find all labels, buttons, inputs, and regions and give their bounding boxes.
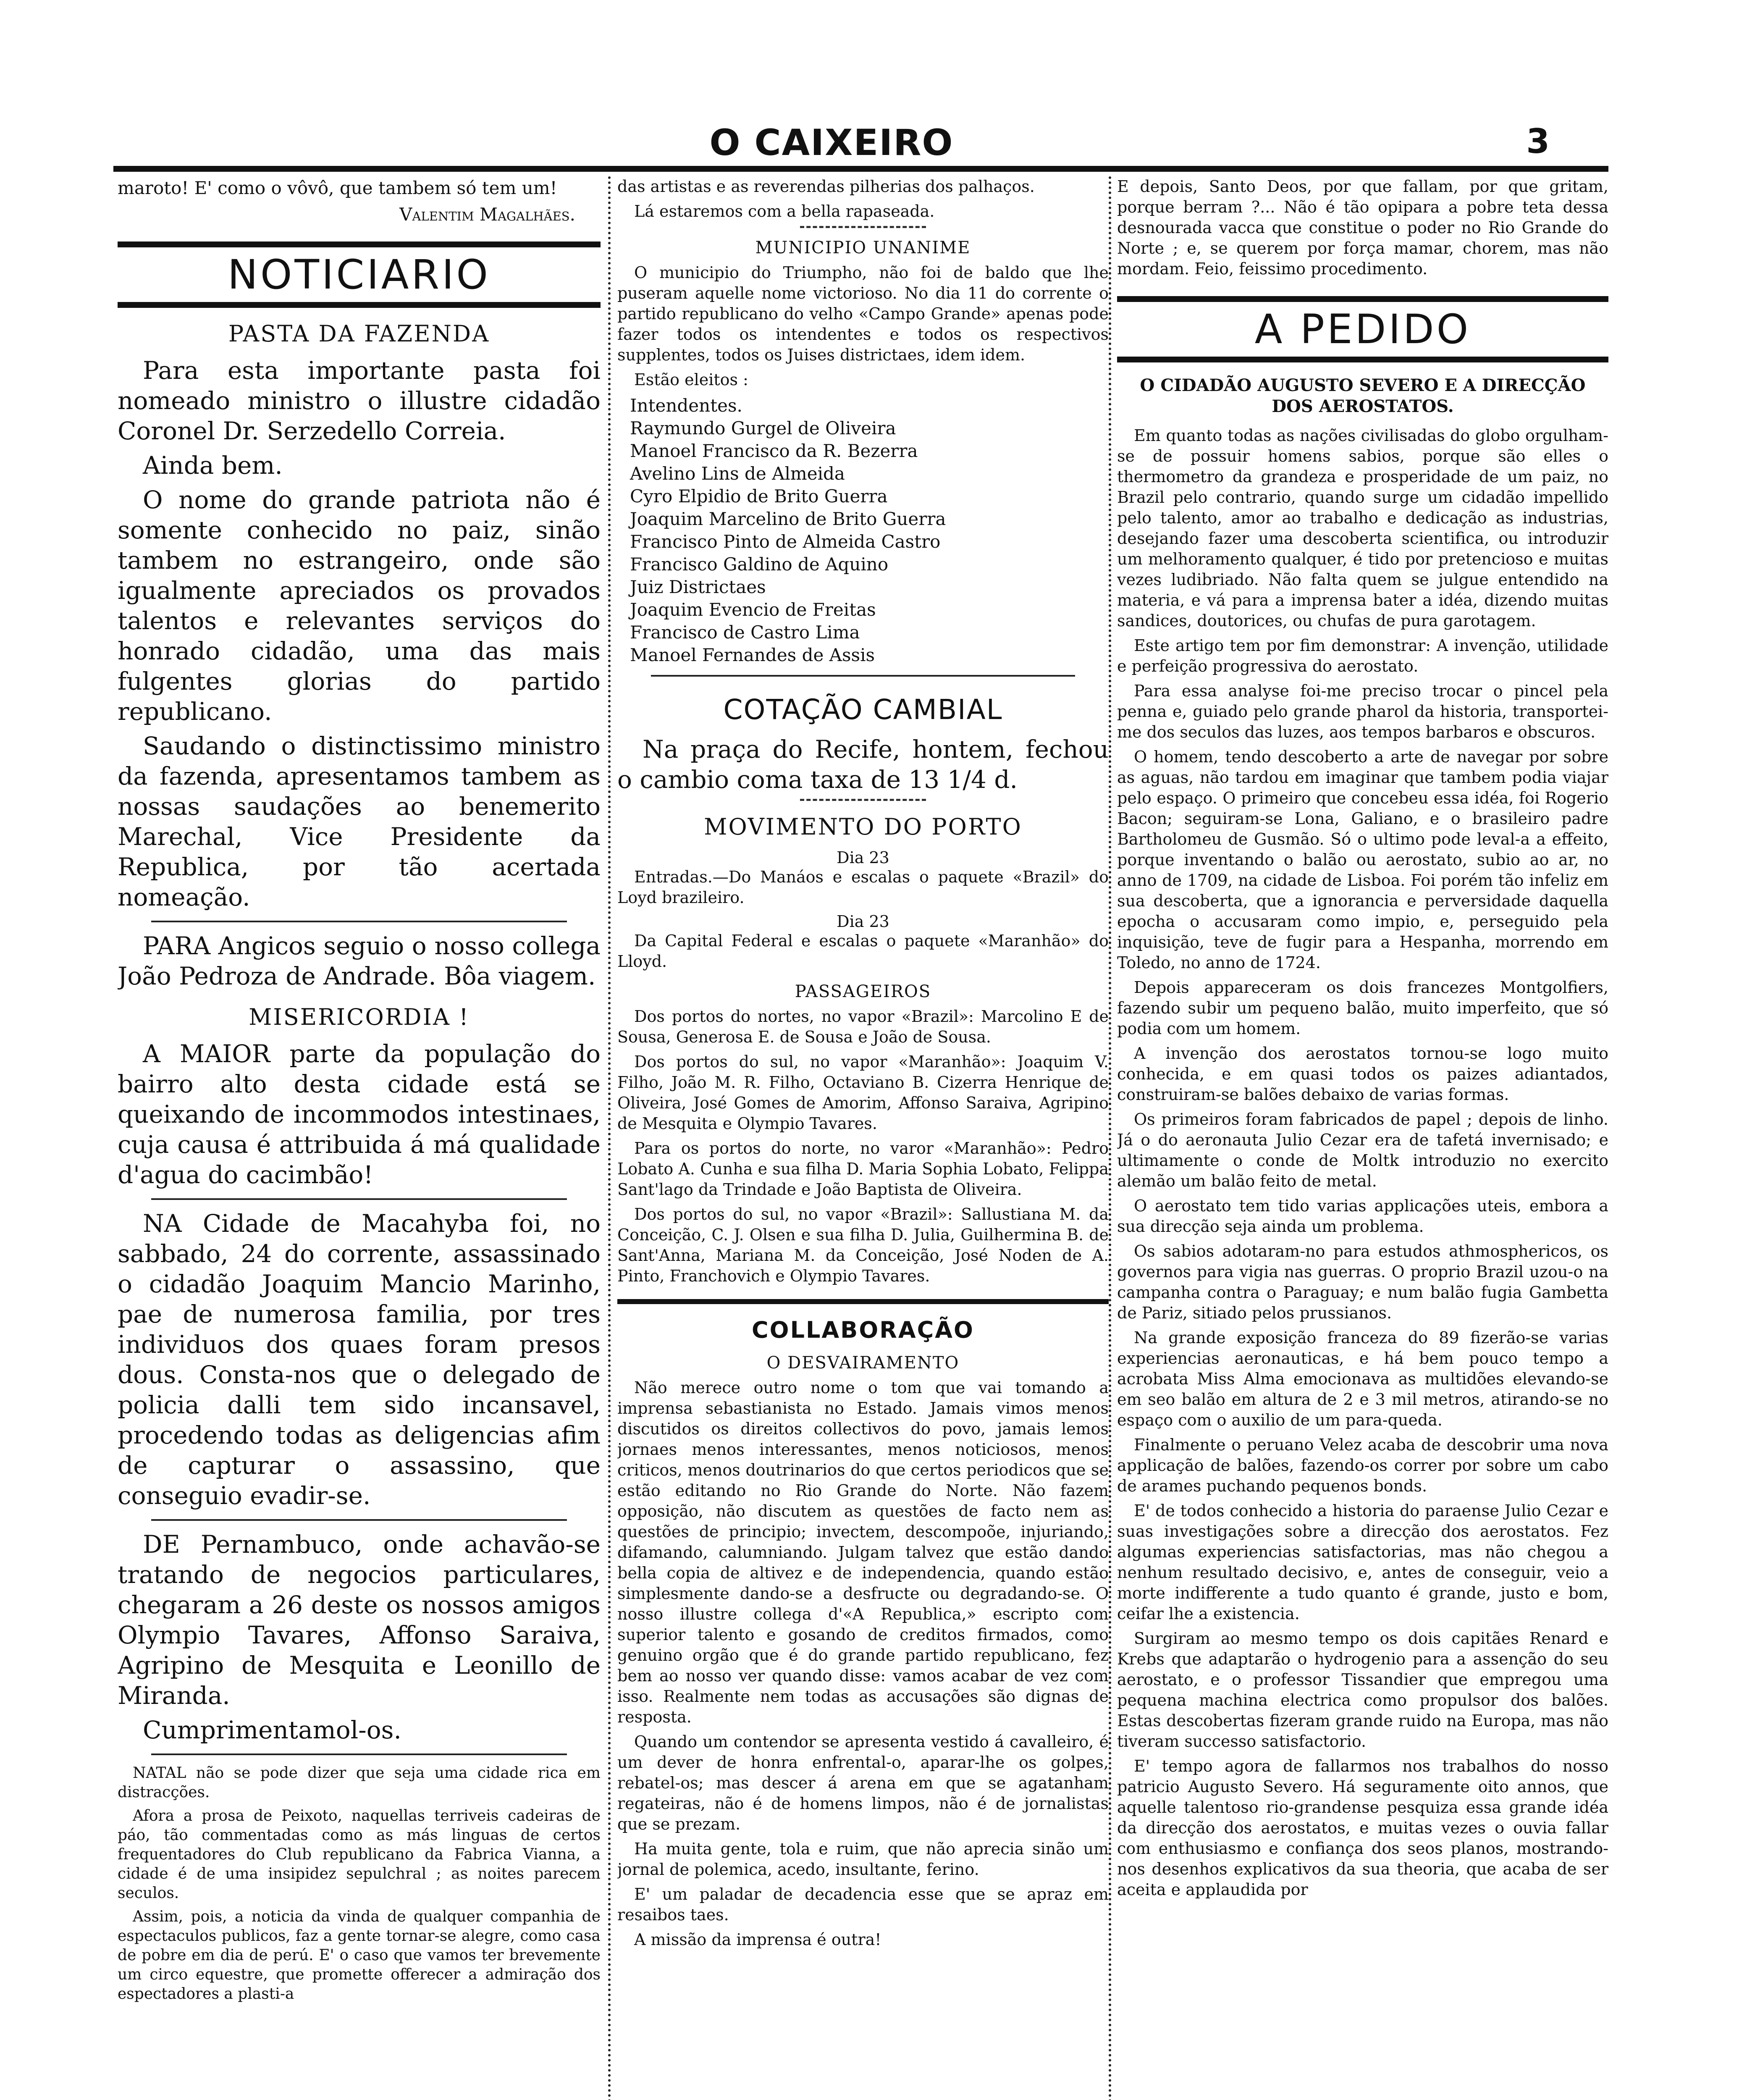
divider — [151, 921, 567, 922]
cambial-text: Na praça do Recife, hontem, fechou o cambio coma taxa de 13 1/4 d. — [617, 735, 1109, 794]
column-separator — [1109, 176, 1111, 2100]
article-heading: O CIDADÃO AUGUSTO SEVERO E A DIRECÇÃO DOS AEROSTATOS. — [1140, 375, 1586, 416]
column-separator — [608, 176, 611, 2100]
article-paragraph: Em quanto todas as nações civilisadas do globo orgulham-se de possuir homens sabios, porque são elles o thermometro da grandeza e prosperidade de um paiz, no Brazil pelo contrario, quando surge um cidadão impellido pelo talento, amor ao trabalho e dedicação as industrias, desejando fazer uma descoberta scientifica, ou introduzir um melhoramento qualquer, é tido por pretencioso e muitas vezes ludibriado. Não falta quem se julgue entendido na materia, e vá para a imprensa bater a idéa, dizendo muitas sandices, doutorices, ou chufas de pura garotagem. — [1117, 426, 1608, 630]
article-paragraph: O aerostato tem tido varias applicações uteis, embora a sua direcção seja ainda um problema. — [1117, 1197, 1608, 1236]
pasta-paragraph: Para esta importante pasta foi nomeado ministro o illustre cidadão Coronel Dr. Serzedello Correia. — [118, 356, 601, 445]
natal-paragraph: Assim, pois, a noticia da vinda de qualquer companhia de espectaculos publicos, faz a gente tornar-se alegre, como casa de pobre em dia de perú. E' o caso que vamos ter brevemente um circo equestre, que promette offerecer a admiração dos espectadores a plasti-a — [118, 1908, 601, 2003]
intro-text: maroto! E' como o vôvô, que tambem só tem um! — [118, 178, 557, 198]
section-rule — [617, 1299, 1109, 1304]
passageiros-title: PASSAGEIROS — [795, 982, 931, 1001]
natal-paragraph: Afora a prosa de Peixoto, naquellas terriveis cadeiras de páo, tão commentadas como as más linguas de certos frequentadores do Club republicano da Fabrica Vianna, a cidade é de uma insipidez sepulchral ; as noites parecem seculos. — [118, 1807, 601, 1902]
masthead: O CAIXEIRO — [709, 122, 954, 164]
header-rule — [113, 166, 1608, 172]
intendente-name: Cyro Elpidio de Brito Guerra — [630, 486, 888, 507]
intendente-name: Avelino Lins de Almeida — [630, 463, 845, 484]
article-paragraph: Depois appareceram os dois francezes Montgolfiers, fazendo subir um pequeno balão, muito imperfeito, que só podia com um homem. — [1117, 978, 1608, 1038]
divider — [151, 1754, 567, 1755]
juiz-name: Manoel Fernandes de Assis — [630, 645, 875, 665]
eleitos-label: Estão eleitos : — [634, 370, 748, 389]
divider — [651, 675, 1075, 677]
wavy-divider — [800, 226, 926, 228]
article-paragraph: E' de todos conhecido a historia do paraense Julio Cezar e suas investigações sobre a direcção dos aerostatos. Fez algumas experiencias satisfactorias, mas não chegou a nenhum resultado decisivo, e, antes de conseguir, veio a morte indifferente a tudo quanto é grande, justo e bom, ceifar lhe a existencia. — [1117, 1502, 1608, 1623]
article-paragraph: Os sabios adotaram-no para estudos athmosphericos, os governos para vigia nas guerras. O proprio Brazil uzou-o na campanha contra o Paraguay; e num balão fugia Gambetta de Pariz, sitiado pelos prussianos. — [1117, 1242, 1608, 1322]
divider — [151, 1519, 567, 1521]
juiz-name: Joaquim Evencio de Freitas — [630, 599, 876, 620]
pernambuco-text: Cumprimentamol-os. — [143, 1716, 401, 1744]
article-paragraph: Na grande exposição franceza do 89 fizerão-se varias experiencias aeronauticas, e há bem pouco tempo a acrobata Miss Alma emocionava as multidões elevando-se em seo balão em altura de 2 e 3 mil metros, atirando-se no espaço com o auxilio de um para-queda. — [1117, 1328, 1608, 1429]
intendente-name: Francisco Galdino de Aquino — [630, 554, 889, 575]
pernambuco-text: DE Pernambuco, onde achavão-se tratando de negocios particulares, chegaram a 26 deste os nossos amigos Olympio Tavares, Affonso Saraiva, Agripino de Mesquita e Leonillo de Miranda. — [118, 1530, 601, 1710]
section-noticiario: NOTICIARIO — [118, 242, 601, 308]
municipio-text: O municipio do Triumpho, não foi de baldo que lhe puseram aquelle nome victorioso. No dia 11 do corrente o partido republicano do velho «Campo Grande» apenas pode fazer todos os intendentes e todos os respectivos supplentes, todos os Juises districtaes, idem idem. — [617, 263, 1109, 364]
capital-text: Da Capital Federal e escalas o paquete «Maranhão» do Lloyd. — [617, 932, 1109, 971]
desvairamento-text: A missão da imprensa é outra! — [634, 1930, 881, 1949]
desvairamento-text: Não merece outro nome o tom que vai tomando a imprensa sebastianista no Estado. Jamais vimos menos discutidos os direitos collectivos do povo, jamais lemos jornaes menos interessantes, menos noticiosos, menos criticos, menos doutrinarios do que certos periodicos que se estão editando no Rio Grande do Norte. Não fazem opposição, não discutem as questões de facto nem as questões de principio; invectem, descompoõe, injuriando, difamando, calumniando. Julgam talvez que estão dando bella copia de altivez e de independencia, quando estão simplesmente dando-se a desfructe ou degradando-se. O nosso illustre collega d'«A Republica,» escripto com superior talento e gosando de creditos firmados, como genuino orgão que é do grande partido republicano, fez bem ao nosso ver quando disse: vamos acabar de vez com isso. Realmente nem todas as accusações são dignas de resposta. — [617, 1378, 1109, 1726]
article-paragraph: Surgiram ao mesmo tempo os dois capitães Renard e Krebs que adaptarão o hydrogenio para a assenção do seu aerostato, e o professor Tissandier que empregou uma pequena machina electrica como propulsor dos balões. Estas descobertas fizeram grande ruido na Europa, mas não tiveram successo satisfactorio. — [1117, 1629, 1608, 1751]
divider — [151, 1198, 567, 1200]
circus-text: das artistas e as reverendas pilherias dos palhaços. — [617, 177, 1035, 196]
column-3 — [1117, 176, 1608, 2100]
column-1 — [118, 176, 601, 2100]
circus-text: Lá estaremos com a bella rapaseada. — [634, 202, 935, 220]
desvairamento-title: O DESVAIRAMENTO — [766, 1353, 960, 1373]
intendente-name: Manoel Francisco da R. Bezerra — [630, 441, 918, 461]
natal-paragraph: NATAL não se pode dizer que seja uma cidade rica em distracções. — [118, 1764, 601, 1801]
juiz-label: Juiz Districtaes — [630, 577, 766, 597]
municipio-title: MUNICIPIO UNANIME — [755, 238, 971, 257]
page-header — [113, 118, 1550, 168]
entradas-text: Entradas.—Do Manáos e escalas o paquete «Brazil» do Loyd brazileiro. — [617, 868, 1109, 907]
intendente-name: Raymundo Gurgel de Oliveira — [630, 418, 896, 438]
pasta-paragraph: O nome do grande patriota não é somente conhecido no paiz, sinão tambem no estrangeiro, onde são igualmente apreciados os provados talentos e relevantes serviços do honrado cidadão, uma das mais fulgentes glorias do partido republicano. — [118, 486, 601, 726]
article-paragraph: A invenção dos aerostatos tornou-se logo muito conhecida, e em quasi todos os paizes adiantados, construiram-se balões debaixo de varias formas. — [1117, 1044, 1608, 1104]
wavy-divider — [800, 799, 926, 801]
article-paragraph: Os primeiros foram fabricados de papel ; depois de linho. Já o do aeronauta Julio Cezar era de tafetá invernisado; e ultimamente o conde de Moltk introduzio no exercito alemão um balão feito de metal. — [1117, 1110, 1608, 1190]
angicos-note: PARA Angicos seguio o nosso collega João Pedroza de Andrade. Bôa viagem. — [118, 932, 601, 990]
passageiros-text: Para os portos do norte, no varor «Maranhão»: Pedro Lobato A. Cunha e sua filha D. Maria Sophia Lobato, Felippa Sant'lago da Trindade e João Baptista de Oliveira. — [617, 1139, 1109, 1199]
desvairamento-text: E' um paladar de decadencia esse que se apraz em resaibos taes. — [617, 1885, 1109, 1924]
desvairamento-text: Quando um contendor se apresenta vestido á cavalleiro, é um dever de honra enfrental-o, aparar-lhe os golpes, rebatel-os; mas descer á arena em que se agatanham regateiras, não é de homens limpos, não é de jornalistas que se prezam. — [617, 1732, 1109, 1833]
intendente-name: Joaquim Marcelino de Brito Guerra — [630, 509, 946, 529]
macahyba-text: NA Cidade de Macahyba foi, no sabbado, 24 do corrente, assassinado o cidadão Joaquim Mancio Marinho, pae de numerosa familia, por tres individuos dos quaes foram presos dous. Consta-nos que o delegado de policia dalli tem sido incansavel, procedendo todas as deligencias afim de capturar o assassino, que conseguio evadir-se. — [118, 1209, 601, 1510]
intendente-name: Francisco Pinto de Almeida Castro — [630, 531, 941, 552]
pasta-title: PASTA DA FAZENDA — [228, 320, 490, 347]
passageiros-text: Dos portos do nortes, no vapor «Brazil»: Marcolino E de Sousa, Generosa E. de Sousa e João de Sousa. — [617, 1007, 1109, 1046]
intendentes-label: Intendentes. — [630, 395, 742, 416]
article-paragraph: O homem, tendo descoberto a arte de navegar por sobre as aguas, não tardou em imaginar que tambem podia viajar pelo espaço. O primeiro que concebeu essa idéa, foi Rogerio Bacon; seguiram-se Lona, Galiano, e o brasileiro padre Bartholomeu de Gusmão. Só o ultimo pode leval-a a effeito, porque inventando o balão ou aerostato, subio ao ar, no anno de 1709, na cidade de Lisboa. Foi porém tão infeliz em sua descoberta, que a ignorancia e perversidade daquella epocha o accusaram como impio, e, perseguido pela inquisição, teve de fugir para a Hespanha, morrendo em Toledo, no anno de 1724. — [1117, 748, 1608, 972]
passageiros-text: Dos portos do sul, no vapor «Brazil»: Sallustiana M. da Conceição, C. J. Olsen e sua filha D. Julia, Guilhermina B. de Sant'Anna, Mariana M. da Conceição, José Noden de A. Pinto, Franchovich e Olympio Tavares. — [617, 1205, 1109, 1285]
article-paragraph: Este artigo tem por fim demonstrar: A invenção, utilidade e perfeição progressiva do aerostato. — [1117, 636, 1608, 675]
dia-label: Dia 23 — [837, 912, 889, 931]
column-2 — [617, 176, 1109, 2100]
dia-label: Dia 23 — [837, 848, 889, 867]
juiz-name: Francisco de Castro Lima — [630, 622, 860, 643]
misericordia-title: MISERICORDIA ! — [249, 1004, 470, 1030]
misericordia-text: A MAIOR parte da população do bairro alto desta cidade está se queixando de incommodos intestinaes, cuja causa é attribuida á má qualidade d'agua do cacimbão! — [118, 1040, 601, 1189]
intro-text: E depois, Santo Deos, por que fallam, por que gritam, porque berram ?... Não é tão opipara a pobre teta dessa desnourada vacca que constitue o poder no Rio Grande do Norte ; e, se querem por força mamar, chorem, mas não mordam. Feio, feissimo procedimento. — [1117, 177, 1608, 278]
article-paragraph: Para essa analyse foi-me preciso trocar o pincel pela penna e, guiado pelo grande pharol da historia, transportei-me dos seculos das luzes, aos tempos barbaros e obscuros. — [1117, 682, 1608, 741]
porto-title: MOVIMENTO DO PORTO — [704, 814, 1022, 840]
desvairamento-text: Ha muita gente, tola e ruim, que não aprecia sinão um jornal de polemica, acedo, insultante, ferino. — [617, 1840, 1109, 1879]
article-paragraph: Finalmente o peruano Velez acaba de descobrir uma nova applicação de balões, fazendo-os correr por sobre um cabo de arames puchando pequenos bonds. — [1117, 1436, 1608, 1495]
page-number: 3 — [1526, 122, 1550, 161]
section-a-pedido: A PEDIDO — [1117, 296, 1608, 362]
article-paragraph: E' tempo agora de fallarmos nos trabalhos do nosso patricio Augusto Severo. Há seguramente oito annos, que aquelle talentoso rio-grandense pesquiza essa grande idéa da direcção dos aerostatos, e muitas vezes o ouvia fallar com enthusiasmo e confiança dos seos planos, mostrando-nos desenhos explicativos da sua theoria, que acaba de ser aceita e applaudida por — [1117, 1757, 1608, 1899]
signature: Valentim Magalhães. — [399, 204, 575, 225]
collab-title: COLLABORAÇÃO — [752, 1317, 974, 1343]
pasta-paragraph: Ainda bem. — [143, 451, 283, 480]
pasta-paragraph: Saudando o distinctissimo ministro da fazenda, apresentamos tambem as nossas saudações ao benemerito Marechal, Vice Presidente da Republica, por tão acertada nomeação. — [118, 732, 601, 911]
cambial-title: COTAÇÃO CAMBIAL — [723, 693, 1003, 726]
passageiros-text: Dos portos do sul, no vapor «Maranhão»: Joaquim V. Filho, João M. R. Filho, Octaviano B. Cizerra Henrique de Oliveira, José Gomes de Amorim, Affonso Saraiva, Agripino de Mesquita e Olympio Tavares. — [617, 1053, 1109, 1133]
